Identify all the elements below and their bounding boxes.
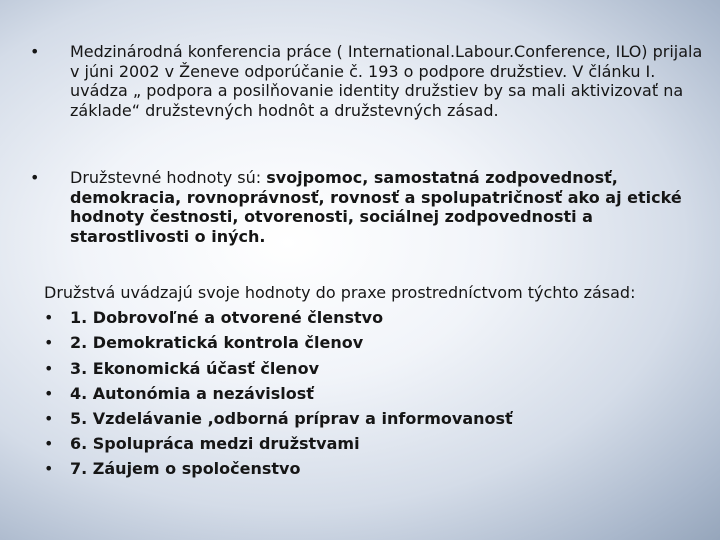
cooperative-values-list: svojpomoc, samostatná zodpovednosť, demokracia, rovnoprávnosť, rovnosť a spolupatričnosť ako aj etické hodnoty čestnosti, otvorenosti, sociálnej zodpovednosti a starostlivosti o iných. [70, 168, 682, 246]
principle-item [44, 406, 714, 431]
principle-label: 6. Spolupráca medzi družstvami [70, 434, 360, 454]
bullet-dot: • [44, 308, 54, 328]
cooperative-values-prefix: Družstevné hodnoty sú: [70, 168, 267, 187]
ilo-recommendation-text: Medzinárodná konferencia práce ( International.Labour.Conference, ILO) prijala v júni 2002 v Ženeve odporúčanie č. 193 o podpore družstiev. V článku I. uvádza „ podpora a posilňovanie identity družstiev by sa mali aktivizovať na základe“ družstevných hodnôt a družstevných zásad. [70, 42, 703, 120]
principle-label: 4. Autonómia a nezávislosť [70, 383, 314, 403]
bullet-dot: • [44, 358, 54, 378]
bullet-dot: • [44, 434, 54, 454]
bullet-dot: • [30, 168, 40, 187]
principle-label: 2. Demokratická kontrola členov [70, 333, 364, 353]
principle-item [44, 356, 714, 381]
principle-item [44, 381, 714, 406]
bullet-dot: • [44, 409, 54, 429]
principle-item [44, 305, 714, 330]
principle-label: 5. Vzdelávanie ,odborná príprav a informovanosť [70, 409, 513, 429]
bullet-dot: • [44, 383, 54, 403]
principle-label: 3. Ekonomická účasť členov [70, 358, 319, 378]
bullet-dot: • [30, 42, 40, 61]
principle-label: 7. Záujem o spoločenstvo [70, 459, 301, 479]
principle-item [44, 330, 714, 355]
principle-item [44, 431, 714, 456]
principle-item [44, 456, 714, 481]
cooperative-values-paragraph [30, 168, 704, 246]
cooperative-principles [44, 280, 714, 482]
bullet-dot: • [44, 333, 54, 353]
principles-intro: Družstvá uvádzajú svoje hodnoty do praxe prostredníctvom týchto zásad: [44, 283, 636, 302]
cooperative-values-text [70, 168, 704, 246]
principles-list [44, 305, 714, 481]
bullet-dot: • [44, 459, 54, 479]
ilo-recommendation-paragraph [30, 42, 704, 120]
principle-label: 1. Dobrovoľné a otvorené členstvo [70, 308, 384, 328]
